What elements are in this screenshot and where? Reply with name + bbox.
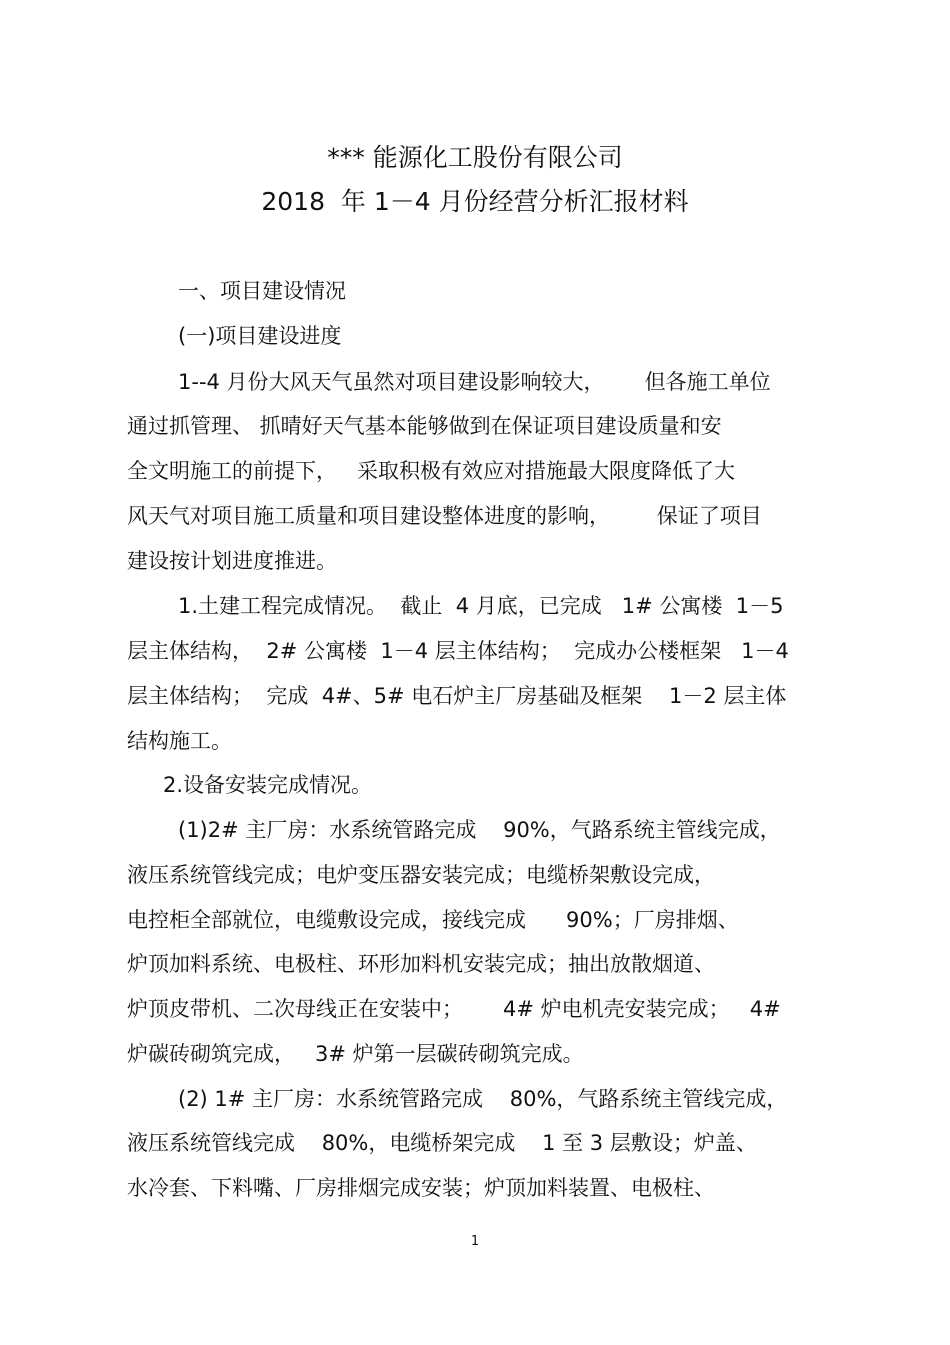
document-title-company: *** 能源化工股份有限公司: [327, 143, 623, 172]
paragraph-line: 1--4 月份大风天气虽然对项目建设影响较大， 但各施工单位: [178, 370, 771, 394]
paragraph-line: 结构施工。: [127, 729, 232, 753]
paragraph-line: 风天气对项目施工质量和项目建设整体进度的影响， 保证了项目: [127, 504, 762, 528]
paragraph-line: 炉顶皮带机、二次母线正在安装中； 4# 炉电机壳安装完成； 4#: [127, 997, 781, 1021]
subsection-heading: (一)项目建设进度: [178, 324, 342, 348]
paragraph-line: 全文明施工的前提下， 采取积极有效应对措施最大限度降低了大: [127, 459, 736, 483]
section-heading: 一、项目建设情况: [178, 279, 346, 303]
paragraph-line: 建设按计划进度推进。: [127, 549, 337, 573]
paragraph-line: 层主体结构， 2# 公寓楼 1－4 层主体结构； 完成办公楼框架 1－4: [127, 639, 789, 663]
paragraph-line: 通过抓管理、 抓晴好天气基本能够做到在保证项目建设质量和安: [127, 414, 722, 438]
paragraph-line: 炉碳砖砌筑完成， 3# 炉第一层碳砖砌筑完成。: [127, 1042, 584, 1066]
paragraph-line: 层主体结构； 完成 4#、5# 电石炉主厂房基础及框架 1－2 层主体: [127, 684, 787, 708]
page-number: 1: [470, 1234, 480, 1249]
paragraph-line: 水冷套、下料嘴、厂房排烟完成安装；炉顶加料装置、电极柱、: [127, 1176, 715, 1200]
paragraph-line: 2.设备安装完成情况。: [163, 773, 373, 797]
paragraph-line: 液压系统管线完成 80%，电缆桥架完成 1 至 3 层敷设；炉盖、: [127, 1131, 757, 1155]
paragraph-line: (2) 1# 主厂房：水系统管路完成 80%，气路系统主管线完成，: [178, 1087, 788, 1111]
paragraph-line: (1)2# 主厂房：水系统管路完成 90%，气路系统主管线完成，: [178, 818, 781, 842]
paragraph-line: 液压系统管线完成；电炉变压器安装完成；电缆桥架敷设完成，: [127, 863, 715, 887]
paragraph-line: 炉顶加料系统、电极柱、环形加料机安装完成；抽出放散烟道、: [127, 952, 715, 976]
paragraph-line: 电控柜全部就位，电缆敷设完成，接线完成 90%；厂房排烟、: [127, 908, 739, 932]
paragraph-line: 1.土建工程完成情况。 截止 4 月底，已完成 1# 公寓楼 1－5: [178, 594, 784, 618]
document-title-report: 2018 年 1－4 月份经营分析汇报材料: [261, 187, 689, 216]
